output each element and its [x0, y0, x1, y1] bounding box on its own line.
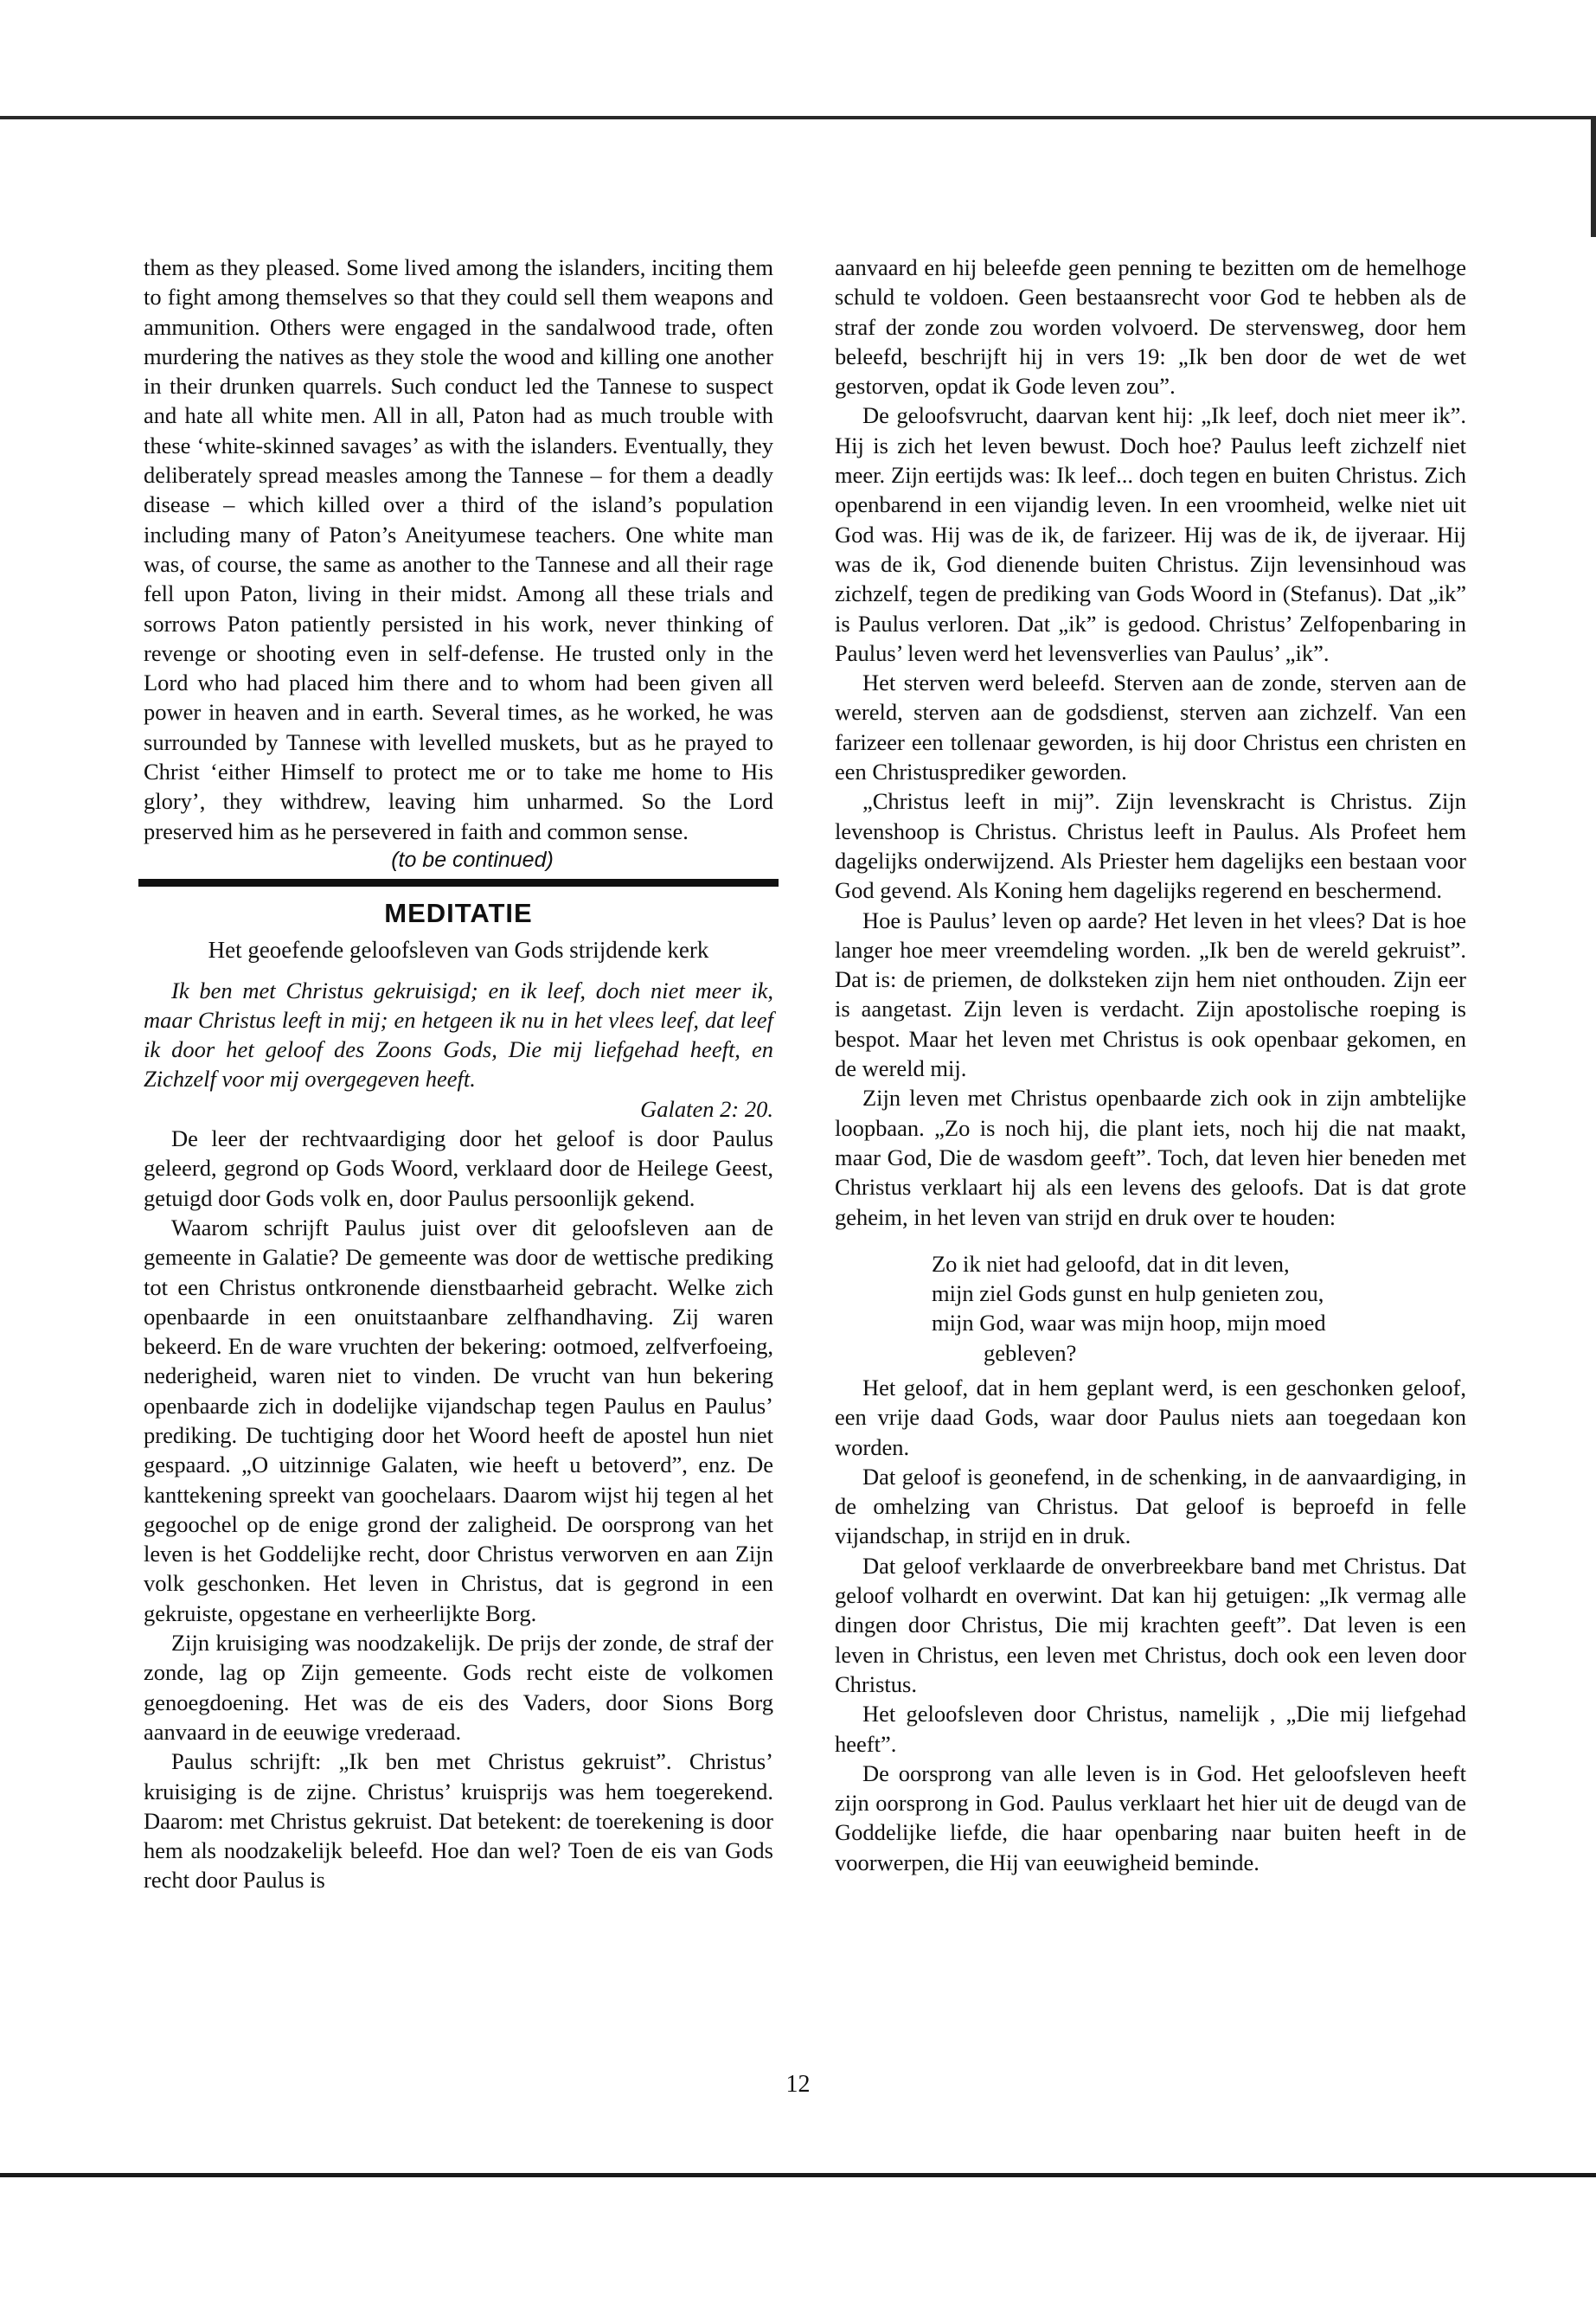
left-column — [144, 253, 773, 1895]
continued-note: (to be continued) — [391, 847, 554, 872]
page-number: 12 — [785, 2071, 811, 2098]
poem-line: mijn God, waar was mijn hoop, mijn moed — [932, 1310, 1326, 1336]
section-title: MEDITATIE — [384, 897, 533, 928]
scripture-reference: Galaten 2: 20. — [640, 1095, 773, 1122]
paragraph: Het geloof, dat in hem geplant werd, is een geschonken geloof, een vrije daad Gods, waar door Paulus niets aan toegedaan kon worden. — [835, 1374, 1466, 1460]
paragraph: aanvaard en hij beleefde geen penning te bezitten om de hemelhoge schuld te voldoen. Geen bestaansrecht voor God te hebben als de straf der zonde zou worden volvoerd. De stervensweg, door hem beleefd, beschrijft hij in vers 19: „Ik ben door de wet de wet gestorven, opdat ik Gode leven zou”. — [835, 254, 1466, 400]
paragraph: Waarom schrijft Paulus juist over dit geloofsleven aan de gemeente in Galatie? De gemeente was door de wettische prediking tot een Christus ontkronende dienstbaarheid gebracht. Welke zich openbaarde in een onuitstaanbare zelfhandhaving. Zij waren bekeerd. En de ware vruchten der bekering: ootmoed, zelfverfoeing, nederigheid, waren niet to vinden. De vrucht van hun bekering openbaarde zich in dodelijke vijandschap tegen Paulus en Paulus’ prediking. De tuchtiging door het Woord heeft de apostel hun niet gespaard. „O uitzinnige Galaten, wie heeft u betoverd”, enz. De kanttekening spreekt van goochelaars. Daarom wijst hij tegen al het gegoochel op de enige grond der zaligheid. De oorsprong van het leven is het Goddelijke recht, door Christus verworven en aan Zijn volk geschonken. Het leven in Christus, dat is gegrond in een gekruiste, opgestane en verheerlijkte Borg. — [144, 1214, 773, 1626]
right-column — [835, 253, 1466, 1877]
paragraph: Zijn kruisiging was noodzakelijk. De prijs der zonde, de straf der zonde, lag op Zijn gemeente. Gods recht eiste de volkomen genoegdoening. Het was de eis des Vaders, door Sions Borg aanvaard in de eeuwige vrederaad. — [144, 1630, 773, 1745]
scripture-motto: Ik ben met Christus gekruisigd; en ik leef, doch niet meer ik, maar Christus leeft in mij; en hetgeen ik nu in het vlees leef, dat leef ik door het geloof des Zoons Gods, Die mij liefgehad heeft, en Zichzelf voor mij overgegeven heeft. — [144, 977, 773, 1093]
right-edge-rule — [1591, 116, 1596, 237]
bottom-border-rule — [0, 2173, 1596, 2177]
poem-line: gebleven? — [984, 1339, 1077, 1366]
paragraph: Dat geloof verklaarde de onverbreekbare band met Christus. Dat geloof volhardt en overwint. Dat kan hij getuigen: „Ik vermag alle dingen door Christus, Die mij krachten geeft”. Dat leven is een leven in Christus, een leven met Christus, doch ook een leven door Christus. — [835, 1552, 1466, 1697]
paragraph: De geloofsvrucht, daarvan kent hij: „Ik leef, doch niet meer ik”. Hij is zich het leven bewust. Doch hoe? Paulus leeft zichzelf niet meer. Zijn eertijds was: Ik leef... doch tegen en buiten Christus. Zich openbarend in een vijandig leven. In een vroomheid, welke niet uit God was. Hij was de ik, de farizeer. Hij was de ik, de ijveraar. Hij was de ik, God dienende buiten Christus. Zijn levensinhoud was zichzelf, tegen de prediking van Gods Woord in (Stefanus). Dat „ik” is Paulus verloren. Dat „ik” is gedood. Christus’ Zelfopenbaring in Paulus’ leven werd het levensverlies van Paulus’ „ik”. — [835, 402, 1466, 666]
article-subtitle: Het geoefende geloofsleven van Gods strijdende kerk — [208, 937, 709, 964]
paragraph: Paulus schrijft: „Ik ben met Christus gekruist”. Christus’ kruisiging is de zijne. Christus’ kruisprijs was hem toegerekend. Daarom: met Christus gekruist. Dat betekent: de toerekening is door hem als noodzakelijk beleefd. Hoe dan wel? Toen de eis van Gods recht door Paulus is — [144, 1748, 773, 1894]
paragraph: Het geloofsleven door Christus, namelijk , „Die mij liefgehad heeft”. — [835, 1701, 1466, 1757]
paragraph: Dat geloof is geonefend, in de schenking, in de aanvaardiging, in de omhelzing van Christus. Dat geloof is beproefd in felle vijandschap, in strijd en in druk. — [835, 1463, 1466, 1549]
paragraph: De leer der rechtvaardiging door het geloof is door Paulus geleerd, gegrond op Gods Woord, verklaard door de Heilege Geest, getuigd door Gods volk en, door Paulus persoonlijk gekend. — [144, 1125, 773, 1211]
paragraph: them as they pleased. Some lived among the islanders, inciting them to fight among themselves so that they could sell them weapons and ammunition. Others were engaged in the sandalwood trade, often murdering the natives as they stole the wood and killing one another in their drunken quarrels. Such conduct led the Tannese to suspect and hate all white men. All in all, Paton had as much trouble with these ‘white-skinned savages’ as with the islanders. Eventually, they deliberately spread measles among the Tannese – for them a deadly disease – which killed over a third of the island’s population including many of Paton’s Aneityumese teachers. One white man was, of course, the same as another to the Tannese and all their rage fell upon Paton, living in their midst. Among all these trials and sorrows Paton patiently persisted in his work, never thinking of revenge or shooting even in self-defense. He trusted only in the Lord who had placed him there and to whom had been given all power in heaven and in earth. Several times, as he worked, he was surrounded by Tannese with levelled muskets, but as he prayed to Christ ‘either Himself to protect me or to take me home to His glory’, they withdrew, leaving him unharmed. So the Lord preserved him as he persevered in faith and common sense. — [144, 254, 773, 844]
paragraph: De oorsprong van alle leven is in God. Het geloofsleven heeft zijn oorsprong in God. Paulus verklaart het hier uit de deugd van de Goddelijke liefde, die haar openbaring naar buiten heeft in de voorwerpen, die Hij van eeuwigheid beminde. — [835, 1759, 1466, 1875]
paragraph: Het sterven werd beleefd. Sterven aan de zonde, sterven aan de wereld, sterven aan de godsdienst, sterven aan zichzelf. Van een farizeer een tollenaar geworden, is hij door Christus een christen en een Christusprediker geworden. — [835, 670, 1466, 785]
paragraph: Hoe is Paulus’ leven op aarde? Het leven in het vlees? Dat is hoe langer hoe meer vreemdeling worden. „Ik ben de wereld gekruist”. Dat is: de priemen, de dolksteken zijn hem niet onthouden. Zijn eer is aangetast. Zijn leven is verdacht. Zijn apostolische roeping is bespot. Maar het leven met Christus is ook openbaar gekomen, en de wereld mij. — [835, 907, 1466, 1082]
top-border-rule — [0, 116, 1596, 119]
poem-line: mijn ziel Gods gunst en hulp genieten zou, — [932, 1280, 1324, 1307]
poem-verse — [932, 1249, 1466, 1368]
paragraph: Zijn leven met Christus openbaarde zich ook in zijn ambtelijke loopbaan. „Zo is noch hij, die plant iets, noch hij die nat maakt, maar God, Die de wasdom geeft”. Toch, dat leven hier beneden met Christus verklaart hij als een levens des geloofs. Dat is dat grote geheim, in het leven van strijd en druk over te houden: — [835, 1085, 1466, 1230]
poem-line: Zo ik niet had geloofd, dat in dit leven, — [932, 1250, 1290, 1277]
paragraph: „Christus leeft in mij”. Zijn levenskracht is Christus. Zijn levenshoop is Christus. Christus leeft in Paulus. Als Profeet hem dagelijks onderwijzend. Als Priester hem dagelijks een bestaan voor God gevend. Als Koning hem dagelijks regerend en beschermend. — [835, 788, 1466, 904]
section-divider — [138, 879, 779, 887]
